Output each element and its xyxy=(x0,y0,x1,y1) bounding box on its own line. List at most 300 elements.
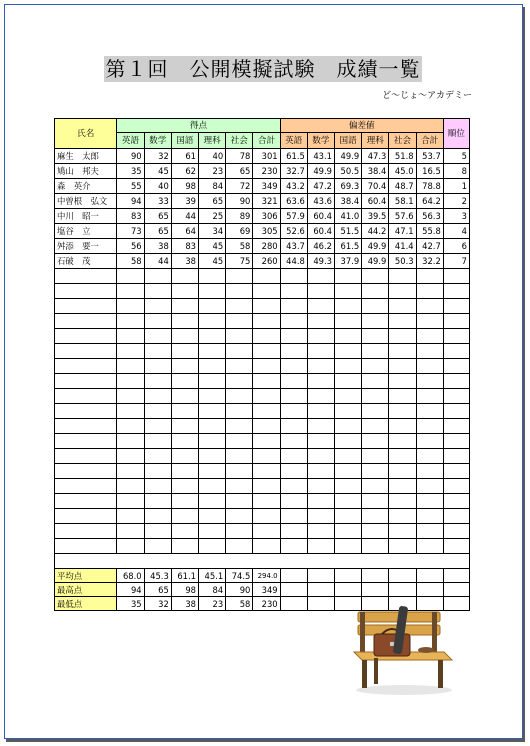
empty-cell xyxy=(389,434,416,449)
empty-cell xyxy=(253,449,280,464)
empty-cell xyxy=(335,539,362,554)
empty-cell xyxy=(253,344,280,359)
student-name xyxy=(55,434,117,449)
rank-cell xyxy=(443,404,469,419)
empty-cell xyxy=(253,434,280,449)
rank-cell xyxy=(443,509,469,524)
empty-cell xyxy=(416,269,443,284)
student-name xyxy=(55,389,117,404)
subject-header: 英語 xyxy=(280,133,307,149)
empty-cell xyxy=(280,464,307,479)
dev-cell: 47.3 xyxy=(362,149,389,164)
empty-cell xyxy=(307,509,334,524)
empty-cell xyxy=(253,314,280,329)
empty-cell xyxy=(416,374,443,389)
empty-cell xyxy=(253,329,280,344)
dev-cell: 49.9 xyxy=(307,164,334,179)
rank-cell xyxy=(443,464,469,479)
empty-cell xyxy=(144,449,171,464)
empty-cell xyxy=(226,344,253,359)
empty-cell xyxy=(280,359,307,374)
empty-cell xyxy=(144,284,171,299)
rank-cell: 3 xyxy=(443,209,469,224)
empty-cell xyxy=(253,374,280,389)
rank-cell xyxy=(443,494,469,509)
subject-header: 社会 xyxy=(226,133,253,149)
stat-value: 68.0 xyxy=(117,569,144,583)
empty-cell xyxy=(362,524,389,539)
dev-cell: 37.9 xyxy=(335,254,362,269)
score-cell: 35 xyxy=(117,164,144,179)
table-row xyxy=(55,239,470,254)
empty-cell xyxy=(280,509,307,524)
empty-cell xyxy=(198,374,225,389)
dev-cell: 51.8 xyxy=(389,149,416,164)
empty-cell xyxy=(416,344,443,359)
empty-cell xyxy=(226,434,253,449)
student-name xyxy=(55,374,117,389)
rank-cell: 6 xyxy=(443,239,469,254)
table-row xyxy=(55,209,470,224)
dev-cell: 16.5 xyxy=(416,164,443,179)
empty-cell xyxy=(144,524,171,539)
empty-cell xyxy=(389,539,416,554)
student-name xyxy=(55,359,117,374)
dev-cell: 57.9 xyxy=(280,209,307,224)
empty-cell xyxy=(198,284,225,299)
empty-cell xyxy=(198,494,225,509)
empty-cell xyxy=(389,299,416,314)
empty-cell xyxy=(416,464,443,479)
empty-cell xyxy=(416,494,443,509)
empty-cell xyxy=(389,449,416,464)
dev-cell: 61.5 xyxy=(335,239,362,254)
dev-cell: 48.7 xyxy=(389,179,416,194)
empty-cell xyxy=(362,569,389,583)
empty-cell xyxy=(198,299,225,314)
empty-cell xyxy=(171,329,198,344)
empty-cell xyxy=(226,359,253,374)
empty-cell xyxy=(144,404,171,419)
empty-cell xyxy=(117,479,144,494)
empty-cell xyxy=(144,419,171,434)
empty-cell xyxy=(389,329,416,344)
header-row-1 xyxy=(55,119,470,133)
dev-cell: 60.4 xyxy=(307,209,334,224)
stat-value: 38 xyxy=(171,597,198,611)
empty-cell xyxy=(416,569,443,583)
empty-cell xyxy=(253,359,280,374)
empty-cell xyxy=(362,539,389,554)
dev-cell: 60.4 xyxy=(362,194,389,209)
empty-cell xyxy=(117,344,144,359)
subject-header: 数学 xyxy=(307,133,334,149)
table-row xyxy=(55,389,470,404)
empty-cell xyxy=(307,269,334,284)
rank-cell xyxy=(443,479,469,494)
student-name xyxy=(55,494,117,509)
empty-cell xyxy=(389,344,416,359)
stat-value: 61.1 xyxy=(171,569,198,583)
empty-cell xyxy=(144,299,171,314)
empty-cell xyxy=(307,389,334,404)
empty-cell xyxy=(280,269,307,284)
stat-value: 74.5 xyxy=(226,569,253,583)
stat-value: 84 xyxy=(198,583,225,597)
table-row xyxy=(55,359,470,374)
empty-cell xyxy=(389,359,416,374)
empty-cell xyxy=(144,539,171,554)
score-cell: 55 xyxy=(117,179,144,194)
stat-row xyxy=(55,583,470,597)
rank-cell xyxy=(443,449,469,464)
student-name xyxy=(55,344,117,359)
score-cell: 83 xyxy=(171,239,198,254)
empty-cell xyxy=(416,314,443,329)
empty-cell xyxy=(198,329,225,344)
rank-cell: 7 xyxy=(443,254,469,269)
empty-cell xyxy=(117,329,144,344)
empty-cell xyxy=(171,434,198,449)
empty-cell xyxy=(198,314,225,329)
score-cell: 34 xyxy=(198,224,225,239)
empty-cell xyxy=(253,284,280,299)
gap-row xyxy=(55,554,470,569)
empty-cell xyxy=(117,374,144,389)
dev-cell: 47.1 xyxy=(389,224,416,239)
stat-value: 294.0 xyxy=(253,569,280,583)
dev-cell: 51.5 xyxy=(335,224,362,239)
empty-cell xyxy=(280,583,307,597)
empty-cell xyxy=(198,539,225,554)
dev-cell: 41.4 xyxy=(389,239,416,254)
empty-cell xyxy=(362,269,389,284)
empty-cell xyxy=(171,449,198,464)
empty-cell xyxy=(389,479,416,494)
empty-cell xyxy=(226,329,253,344)
empty-cell xyxy=(280,449,307,464)
score-cell: 45 xyxy=(198,254,225,269)
score-cell: 72 xyxy=(226,179,253,194)
empty-cell xyxy=(389,404,416,419)
empty-cell xyxy=(117,494,144,509)
subject-header: 理科 xyxy=(198,133,225,149)
dev-cell: 43.1 xyxy=(307,149,334,164)
empty-cell xyxy=(389,509,416,524)
empty-cell xyxy=(416,299,443,314)
dev-group-header: 偏差値 xyxy=(280,119,443,133)
score-cell: 230 xyxy=(253,164,280,179)
student-name xyxy=(55,539,117,554)
empty-cell xyxy=(362,374,389,389)
empty-cell xyxy=(198,419,225,434)
empty-cell xyxy=(117,419,144,434)
empty-cell xyxy=(307,404,334,419)
dev-cell: 38.4 xyxy=(362,164,389,179)
empty-cell xyxy=(117,314,144,329)
student-name xyxy=(55,524,117,539)
score-cell: 349 xyxy=(253,179,280,194)
empty-cell xyxy=(144,509,171,524)
stat-value: 58 xyxy=(226,597,253,611)
empty-cell xyxy=(362,449,389,464)
score-cell: 306 xyxy=(253,209,280,224)
empty-cell xyxy=(389,269,416,284)
empty-cell xyxy=(144,494,171,509)
subject-header: 理科 xyxy=(362,133,389,149)
empty-cell xyxy=(280,597,307,611)
rank-cell: 8 xyxy=(443,164,469,179)
empty-cell xyxy=(307,449,334,464)
score-cell: 65 xyxy=(198,194,225,209)
empty-cell xyxy=(335,299,362,314)
empty-cell xyxy=(335,284,362,299)
score-cell: 40 xyxy=(144,179,171,194)
rank-cell xyxy=(443,329,469,344)
empty-cell xyxy=(307,569,334,583)
stat-value: 35 xyxy=(117,597,144,611)
table-row xyxy=(55,254,470,269)
empty-cell xyxy=(171,494,198,509)
table-row xyxy=(55,479,470,494)
empty-cell xyxy=(335,359,362,374)
empty-cell xyxy=(362,314,389,329)
empty-cell xyxy=(362,329,389,344)
empty-cell xyxy=(280,329,307,344)
student-name xyxy=(55,449,117,464)
empty-cell xyxy=(198,464,225,479)
dev-cell: 47.2 xyxy=(307,179,334,194)
rank-cell xyxy=(443,284,469,299)
empty-cell xyxy=(389,374,416,389)
empty-cell xyxy=(362,494,389,509)
empty-cell xyxy=(362,344,389,359)
empty-cell xyxy=(117,509,144,524)
score-cell: 32 xyxy=(144,149,171,164)
empty-cell xyxy=(253,419,280,434)
empty-cell xyxy=(362,583,389,597)
empty-cell xyxy=(335,494,362,509)
empty-cell xyxy=(416,389,443,404)
subject-header: 英語 xyxy=(117,133,144,149)
score-cell: 280 xyxy=(253,239,280,254)
empty-cell xyxy=(280,539,307,554)
score-cell: 61 xyxy=(171,149,198,164)
dev-cell: 49.3 xyxy=(307,254,334,269)
empty-cell xyxy=(253,509,280,524)
empty-cell xyxy=(280,389,307,404)
empty-cell xyxy=(198,479,225,494)
score-cell: 56 xyxy=(117,239,144,254)
dev-cell: 46.2 xyxy=(307,239,334,254)
empty-cell xyxy=(171,344,198,359)
score-cell: 65 xyxy=(226,164,253,179)
stat-value: 94 xyxy=(117,583,144,597)
dev-cell: 60.4 xyxy=(307,224,334,239)
empty-cell xyxy=(335,479,362,494)
empty-cell xyxy=(144,314,171,329)
stat-label: 平均点 xyxy=(55,569,117,583)
empty-cell xyxy=(171,419,198,434)
score-cell: 305 xyxy=(253,224,280,239)
empty-cell xyxy=(117,464,144,479)
empty-cell xyxy=(307,434,334,449)
empty-cell xyxy=(307,359,334,374)
dev-cell: 38.4 xyxy=(335,194,362,209)
empty-cell xyxy=(362,464,389,479)
stat-value: 65 xyxy=(144,583,171,597)
student-name: 森 英介 xyxy=(55,179,117,194)
empty-cell xyxy=(280,284,307,299)
table-row xyxy=(55,539,470,554)
dev-cell: 49.9 xyxy=(335,149,362,164)
empty-cell xyxy=(171,299,198,314)
dev-cell: 69.3 xyxy=(335,179,362,194)
empty-cell xyxy=(307,494,334,509)
empty-cell xyxy=(226,314,253,329)
empty-cell xyxy=(280,434,307,449)
rank-cell xyxy=(443,419,469,434)
empty-cell xyxy=(280,494,307,509)
score-cell: 58 xyxy=(226,239,253,254)
empty-cell xyxy=(389,494,416,509)
empty-cell xyxy=(253,524,280,539)
empty-cell xyxy=(144,389,171,404)
empty-cell xyxy=(307,419,334,434)
rank-cell xyxy=(443,389,469,404)
empty-cell xyxy=(335,419,362,434)
empty-cell xyxy=(335,329,362,344)
student-name xyxy=(55,479,117,494)
empty-cell xyxy=(335,434,362,449)
empty-cell xyxy=(117,359,144,374)
empty-cell xyxy=(416,404,443,419)
empty-cell xyxy=(198,434,225,449)
stat-value: 90 xyxy=(226,583,253,597)
score-cell: 33 xyxy=(144,194,171,209)
score-cell: 38 xyxy=(144,239,171,254)
student-name xyxy=(55,329,117,344)
empty-cell xyxy=(335,389,362,404)
dev-cell: 50.3 xyxy=(389,254,416,269)
dev-cell: 78.8 xyxy=(416,179,443,194)
table-row xyxy=(55,164,470,179)
score-cell: 321 xyxy=(253,194,280,209)
student-name: 舛添 要一 xyxy=(55,239,117,254)
empty-cell xyxy=(362,509,389,524)
student-name: 石破 茂 xyxy=(55,254,117,269)
empty-cell xyxy=(226,299,253,314)
stat-value: 23 xyxy=(198,597,225,611)
empty-cell xyxy=(280,569,307,583)
score-cell: 78 xyxy=(226,149,253,164)
empty-cell xyxy=(171,524,198,539)
empty-cell xyxy=(416,449,443,464)
grade-table xyxy=(54,118,470,611)
score-cell: 44 xyxy=(144,254,171,269)
dev-cell: 44.2 xyxy=(362,224,389,239)
score-cell: 260 xyxy=(253,254,280,269)
empty-cell xyxy=(335,569,362,583)
dev-cell: 70.4 xyxy=(362,179,389,194)
empty-cell xyxy=(416,329,443,344)
empty-cell xyxy=(416,419,443,434)
score-cell: 38 xyxy=(171,254,198,269)
score-cell: 84 xyxy=(198,179,225,194)
gap-cell xyxy=(55,554,470,569)
score-cell: 45 xyxy=(144,164,171,179)
subject-header: 合計 xyxy=(416,133,443,149)
stat-label: 最高点 xyxy=(55,583,117,597)
stat-value: 45.1 xyxy=(198,569,225,583)
student-name: 鳩山 邦夫 xyxy=(55,164,117,179)
empty-cell xyxy=(198,509,225,524)
rank-cell: 5 xyxy=(443,149,469,164)
empty-cell xyxy=(226,284,253,299)
rank-cell xyxy=(443,524,469,539)
empty-cell xyxy=(307,329,334,344)
empty-cell xyxy=(280,419,307,434)
rank-cell: 2 xyxy=(443,194,469,209)
score-cell: 98 xyxy=(171,179,198,194)
empty-cell xyxy=(253,464,280,479)
empty-cell xyxy=(416,434,443,449)
dev-cell: 43.7 xyxy=(280,239,307,254)
empty-cell xyxy=(171,404,198,419)
empty-cell xyxy=(362,299,389,314)
dev-cell: 50.5 xyxy=(335,164,362,179)
empty-cell xyxy=(416,583,443,597)
score-cell: 64 xyxy=(171,224,198,239)
empty-cell xyxy=(253,539,280,554)
empty-cell xyxy=(198,269,225,284)
empty-cell xyxy=(198,404,225,419)
student-name xyxy=(55,404,117,419)
empty-cell xyxy=(226,389,253,404)
empty-cell xyxy=(362,359,389,374)
score-cell: 58 xyxy=(117,254,144,269)
table-row xyxy=(55,509,470,524)
empty-cell xyxy=(171,359,198,374)
dev-cell: 57.6 xyxy=(389,209,416,224)
rank-cell xyxy=(443,434,469,449)
rank-cell xyxy=(443,314,469,329)
empty-cell xyxy=(171,284,198,299)
empty-cell xyxy=(335,404,362,419)
page-title: 第１回 公開模擬試験 成績一覧 xyxy=(105,57,421,81)
empty-cell xyxy=(389,464,416,479)
dev-cell: 43.6 xyxy=(307,194,334,209)
subject-header: 社会 xyxy=(389,133,416,149)
empty-cell xyxy=(307,314,334,329)
empty-cell xyxy=(171,389,198,404)
table-row xyxy=(55,314,470,329)
score-cell: 69 xyxy=(226,224,253,239)
student-name: 中曽根 弘文 xyxy=(55,194,117,209)
empty-cell xyxy=(144,269,171,284)
empty-cell xyxy=(416,539,443,554)
empty-cell xyxy=(144,434,171,449)
empty-cell xyxy=(307,344,334,359)
name-header: 氏名 xyxy=(55,119,117,149)
empty-cell xyxy=(253,494,280,509)
stat-value: 32 xyxy=(144,597,171,611)
empty-cell xyxy=(117,539,144,554)
empty-cell xyxy=(280,374,307,389)
empty-cell xyxy=(280,479,307,494)
table-row xyxy=(55,299,470,314)
student-name xyxy=(55,464,117,479)
